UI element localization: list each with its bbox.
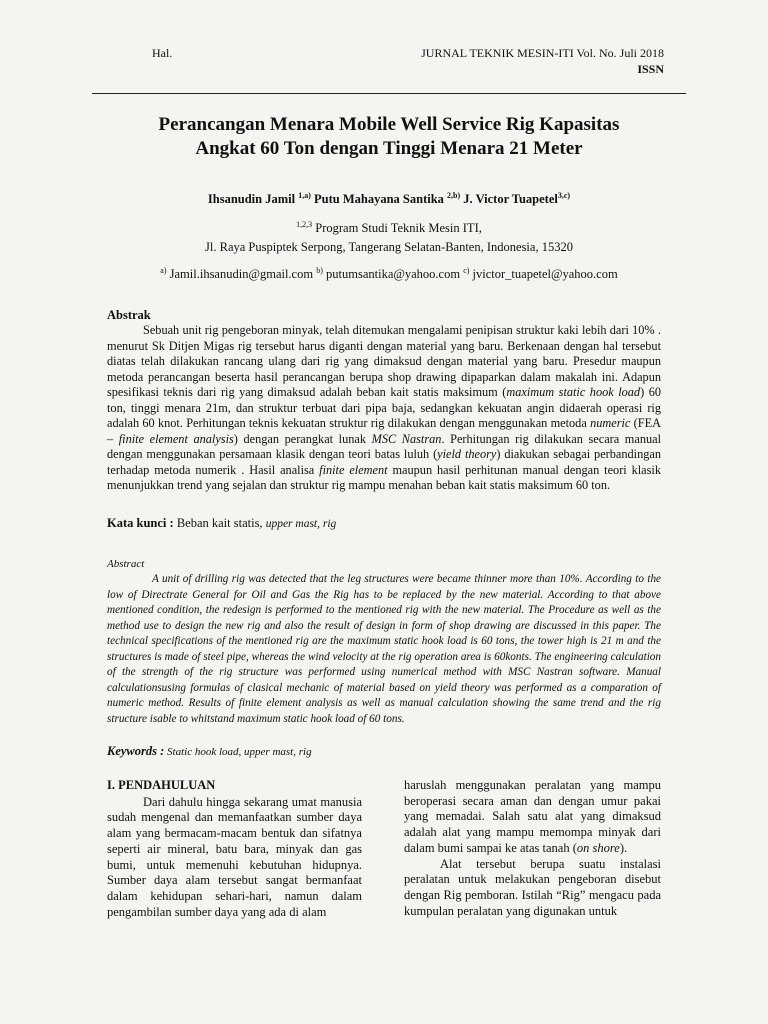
- affiliation-line-1: [92, 215, 686, 238]
- section-heading: I. PENDAHULUAN: [107, 778, 216, 792]
- abstrak-text: (FEA –: [107, 416, 661, 446]
- affiliation-text: Program Studi Teknik Mesin ITI,: [312, 221, 482, 236]
- email-link[interactable]: Jamil.ihsanudin@gmail.com: [166, 267, 317, 282]
- author-list: [92, 191, 686, 207]
- abstrak-text: maupun hasil perhitunan manual dengan teori klasik menunjukkan trend yang sejalan dan struktur rig mampu menahan beban kait statis maksimum 60 ton.: [107, 462, 661, 492]
- abstrak-italic: maximum static hook load: [506, 385, 641, 399]
- header-divider: [92, 93, 686, 94]
- abstrak-italic: numeric: [590, 416, 631, 430]
- column-left: [107, 778, 362, 920]
- abstract-en-body: [107, 572, 661, 727]
- title-line-2: Angkat 60 Ton dengan Tinggi Menara 21 Meter: [195, 138, 583, 159]
- column-right: [404, 778, 661, 919]
- abstrak-italic: finite element analysis: [118, 431, 234, 446]
- paragraph-italic: on shore: [576, 840, 620, 855]
- section-paragraph: Dari dahulu hingga sekarang umat manusia sudah mengenal dan memanfaatkan sumber daya alam yang bermacam-macam bentuk dan sifatnya seperti air mineral, batu bara, minyak dan gas bumi, untuk memenuhi kebutuhan hidupnya. Sumber daya alam tersebut sangat bermanfaat dalam kehidupan sehari-hari, namun dalam pengambilan sumber daya yang ada di alam: [107, 794, 362, 919]
- abstrak-paragraph: [107, 323, 661, 494]
- email-link[interactable]: putumsantika@yahoo.com: [322, 267, 464, 282]
- abstrak-italic: finite element: [319, 462, 388, 477]
- email-list: [92, 266, 686, 282]
- kata-kunci-label: Kata kunci :: [107, 516, 174, 530]
- abstrak-text: ) 60 ton, tinggi menara 21m, dan struktur terbuat dari pipa baja, sedangkan kekuatan angin didaerah operasi rig adalah 60 knot. Perhitungan teknis kekuatan struktur rig dilakukan dengan menggunakan metoda: [107, 385, 661, 430]
- affiliation-mark: 1,2,3: [296, 220, 313, 229]
- author-name: Ihsanudin Jamil: [207, 192, 299, 207]
- kata-kunci-text: Beban kait statis,: [173, 516, 266, 530]
- author-affiliation-mark: 1,a): [298, 191, 311, 200]
- abstract-en-heading: Abstract: [107, 558, 145, 570]
- affiliation-line-2: Jl. Raya Puspiptek Serpong, Tangerang Selatan-Banten, Indonesia, 15320: [205, 240, 573, 255]
- abstrak-text: ) diakukan sebagai perbandingan terhadap metoda numerik . Hasil analisa: [107, 447, 661, 477]
- author-affiliation-mark: 2,b): [447, 191, 461, 200]
- section-paragraph: [404, 778, 661, 857]
- abstrak-heading: Abstrak: [107, 308, 151, 322]
- email-mark: c): [463, 266, 470, 275]
- title-line-1: Perancangan Menara Mobile Well Service Rig Kapasitas: [158, 114, 620, 135]
- author-name: Putu Mahayana Santika: [310, 192, 448, 207]
- author-name: J. Victor Tuapetel: [460, 192, 558, 207]
- abstrak-text: . Perhitungan rig dilakukan secara manual dengan menggunakan persamaan klasik dengan teori batas luluh (: [107, 431, 661, 461]
- paragraph-text: haruslah menggunakan peralatan yang mampu beroperasi secara aman dan dengan umur pakai yang memadai. Salah satu alat yang dimaksud adalah alat yang mampu memompa minyak dari dalam bumi sampai ke atas tanah (: [404, 778, 661, 855]
- email-mark: b): [316, 266, 323, 275]
- kata-kunci-italic: upper mast, rig: [265, 518, 337, 530]
- abstrak-text: ) dengan perangkat lunak: [233, 431, 372, 446]
- keywords: [107, 744, 312, 759]
- affiliation: [92, 215, 686, 257]
- email-link[interactable]: jvictor_tuapetel@yahoo.com: [469, 267, 618, 282]
- issn-label: ISSN: [637, 62, 664, 76]
- abstrak-body: [107, 323, 661, 494]
- author-affiliation-mark: 3,c): [557, 191, 571, 200]
- kata-kunci: [107, 516, 336, 531]
- abstrak-italic: yield theory: [437, 447, 497, 461]
- email-mark: a): [160, 266, 167, 275]
- abstract-en-paragraph: A unit of drilling rig was detected that the leg structures were became thinner more than 10%. According to the low of Directrate General for Oil and Gas the Rig has to be replaced by the new material. According to that above mentioned condition, the redesign is performed to the mentioned rig with the new material. The Procedure as well as the method use to design the new rig and also the result of design in form of shop drawing are discussed in this paper. The technical specifications of the mentioned rig are the maximum static hook load is 60 tons, the tower high is 21 m and the structures is made of steel pipe, whereas the wind velocity at the rig operation area is 60konts. The engineering calculation of the strength of the rig structure was performed using numerical method with MSC Nastran software. Manual calculationsusing formulas of clasical mechanic of material based on yield theory was performed as a comparation of numeric method. Results of finite element analysis as well as manual calculation showing the same trend and the rig structure isable to whitstand maximum static hook load of 60 tons.: [107, 573, 661, 725]
- keywords-text: Static hook load, upper mast, rig: [164, 746, 312, 758]
- page-number-label: Hal.: [152, 46, 173, 60]
- keywords-label: Keywords :: [107, 744, 165, 758]
- abstrak-italic: MSC Nastran: [371, 431, 442, 446]
- abstrak-text: Sebuah unit rig pengeboran minyak, telah ditemukan mengalami penipisan struktur kaki lebih dari 10% . menurut Sk Ditjen Migas rig tersebut harus diganti dengan material yang baru. Berkenaan dengan hal tersebut diatas telah dilakukan rancang ulang dari rig yang dimaksud dengan material yang baru. Presedur maupun metoda perancangan beserta hasil perancangan berupa shop drawing dipaparkan dalam makalah ini. Adapun spesifikasi teknis dari rig yang dimaksud adalah beban kait statis maksimum (: [107, 323, 661, 399]
- section-paragraph: Alat tersebut berupa suatu instalasi peralatan untuk melakukan pengeboran disebut dengan Rig pemboran. Istilah “Rig” mengacu pada kumpulan peralatan yang digunakan untuk: [404, 856, 661, 918]
- paper-title: [92, 113, 686, 161]
- journal-header: JURNAL TEKNIK MESIN-ITI Vol. No. Juli 2018: [421, 46, 664, 60]
- paragraph-text: ).: [619, 840, 628, 855]
